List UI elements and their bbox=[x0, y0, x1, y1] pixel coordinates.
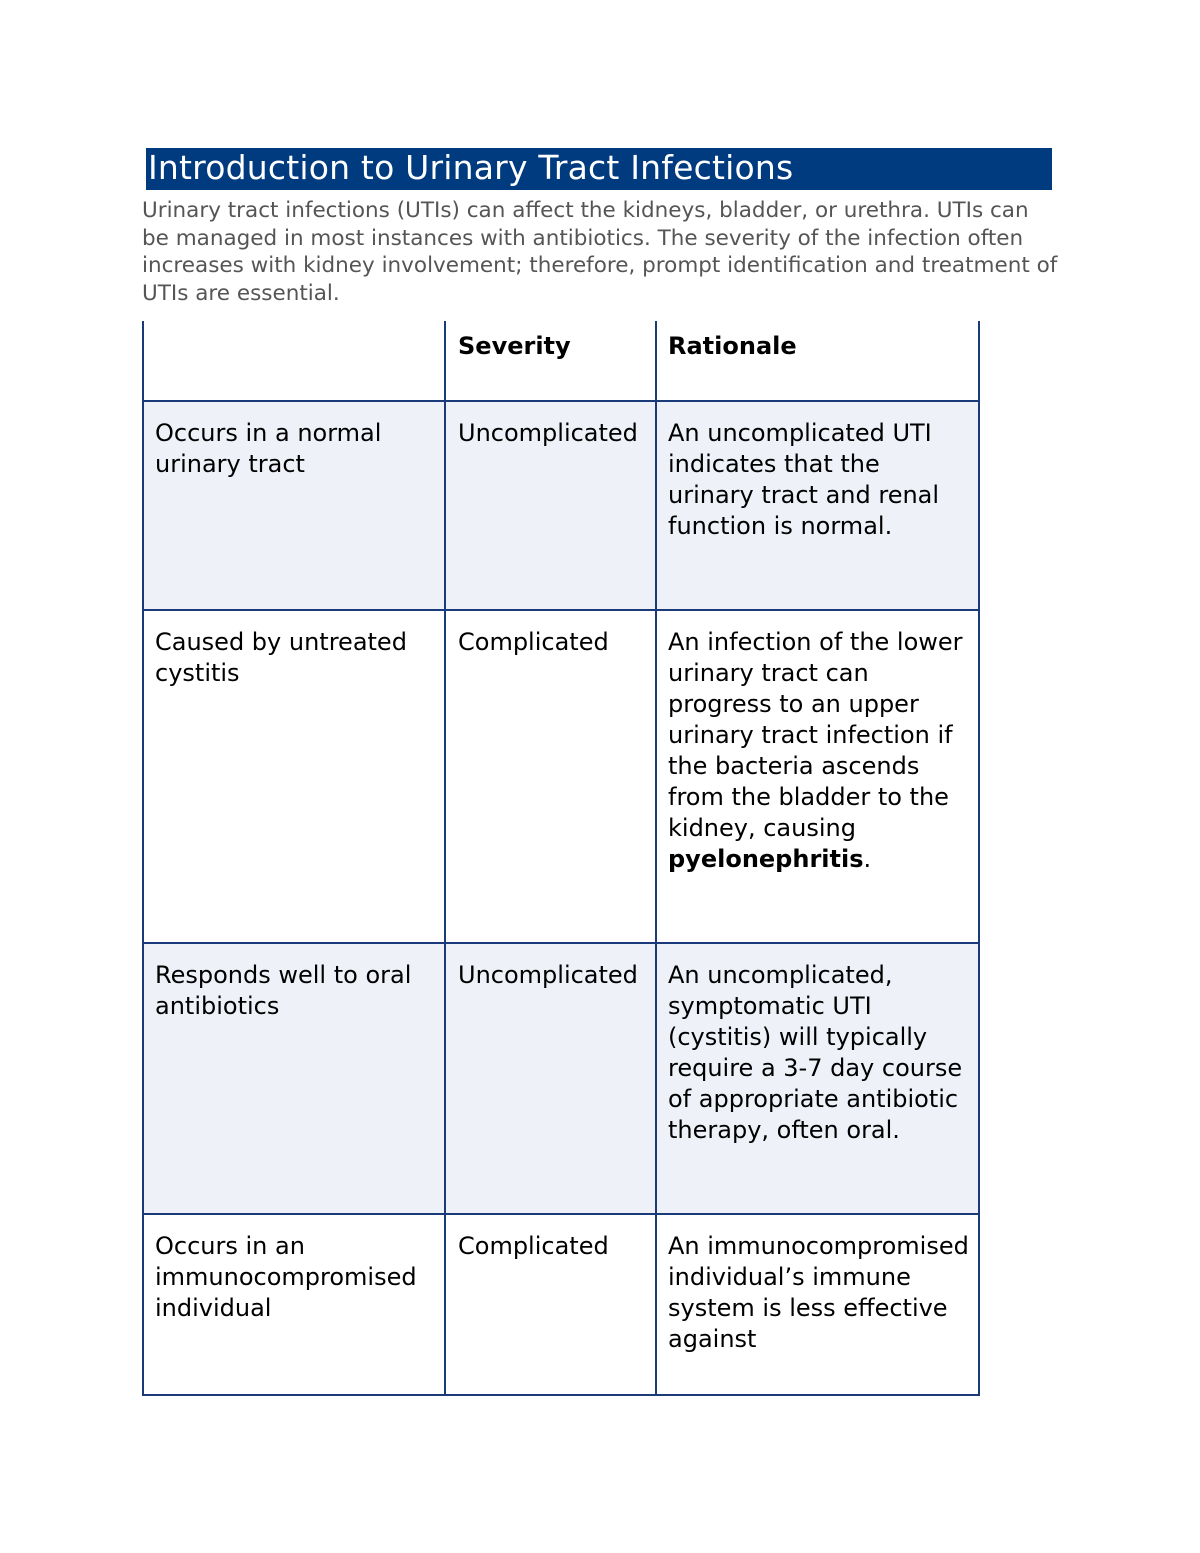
uti-severity-table bbox=[142, 321, 980, 1396]
rationale-cell: An uncomplicated UTI indicates that the urinary tract and renal function is normal. bbox=[656, 401, 979, 610]
feature-cell: Responds well to oral antibiotics bbox=[143, 943, 445, 1214]
table-header-row bbox=[143, 321, 979, 401]
header-cell-rationale: Rationale bbox=[656, 321, 979, 401]
feature-cell: Caused by untreated cystitis bbox=[143, 610, 445, 943]
page-title: Introduction to Urinary Tract Infections bbox=[148, 148, 794, 187]
rationale-end: . bbox=[863, 845, 872, 873]
intro-paragraph: Urinary tract infections (UTIs) can affect the kidneys, bladder, or urethra. UTIs can be managed in most instances with antibiotics. The severity of the infection often increases with kidney involvement; therefore, prompt identification and treatment of UTIs are essential. bbox=[142, 198, 1058, 306]
table-row bbox=[143, 1214, 979, 1395]
header-cell-feature bbox=[143, 321, 445, 401]
table-row bbox=[143, 610, 979, 943]
feature-cell: Occurs in a normal urinary tract bbox=[143, 401, 445, 610]
severity-cell: Uncomplicated bbox=[445, 401, 656, 610]
rationale-cell: An immunocompromised individual’s immune system is less effective against bbox=[656, 1214, 979, 1395]
table-row bbox=[143, 401, 979, 610]
rationale-bold-term: pyelonephritis bbox=[668, 845, 864, 873]
severity-cell: Complicated bbox=[445, 610, 656, 943]
feature-cell: Occurs in an immunocompromised individual bbox=[143, 1214, 445, 1395]
header-cell-severity: Severity bbox=[445, 321, 656, 401]
severity-cell: Complicated bbox=[445, 1214, 656, 1395]
rationale-cell: An uncomplicated, symptomatic UTI (cystitis) will typically require a 3-7 day course of appropriate antibiotic therapy, often oral. bbox=[656, 943, 979, 1214]
rationale-text: An infection of the lower urinary tract can progress to an upper urinary tract infection if the bacteria ascends from the bladder to the kidney, causing bbox=[668, 628, 963, 842]
uti-table-container bbox=[142, 321, 978, 1396]
table-row bbox=[143, 943, 979, 1214]
rationale-cell bbox=[656, 610, 979, 943]
severity-cell: Uncomplicated bbox=[445, 943, 656, 1214]
